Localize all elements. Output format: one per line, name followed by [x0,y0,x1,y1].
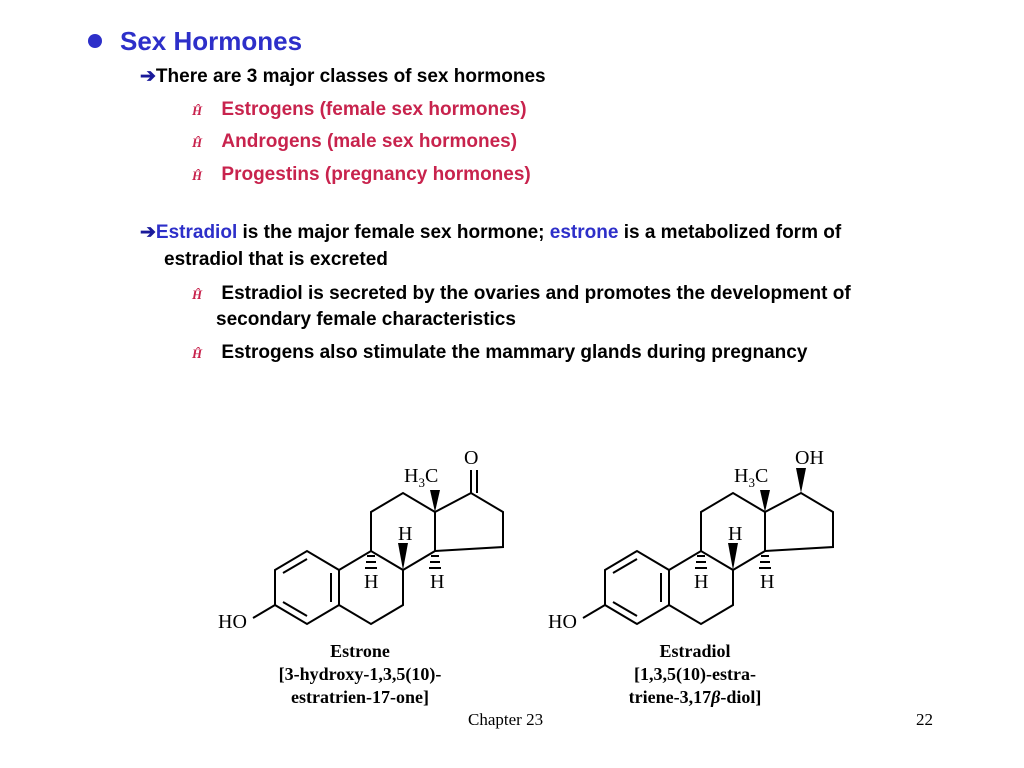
arrow-right-icon: ➔ [140,222,156,243]
item-estrogens: Estrogens (female sex hormones) [221,99,527,120]
estrone-methyl-label: $H_3C$ [404,465,439,490]
estradiol-iupac-part: -diol] [720,687,762,707]
estrone-h-label: H [430,571,445,593]
estrone-name: Estrone [330,641,390,661]
estradiol-iupac-line-1: [1,3,5(10)-estra- [634,664,756,684]
estradiol-iupac-part: triene-3,17 [628,687,712,707]
h-bullet-icon: Ĥ [192,168,203,183]
estradiol-ho-label: HO [548,611,577,633]
estradiol-h-label: H [760,571,775,593]
estradiol-methyl-label: $H_3C$ [734,465,769,490]
estradiol-structure [583,493,833,624]
estrone-h-label: H [364,571,379,593]
item-ovaries: Estradiol is secreted by the ovaries and promotes the development of [221,283,851,304]
estrone-ho-label: HO [218,611,247,633]
estradiol-caption [585,640,805,709]
h-bullet-icon: Ĥ [192,287,203,302]
footer-chapter: Chapter 23 [468,710,544,729]
estrone-caption [250,640,470,709]
footer-page-number: 22 [916,710,933,729]
estrone-structure [253,470,503,624]
estradiol-name: Estradiol [659,641,731,661]
estrone-iupac-line-2: estratrien-17-one] [291,687,429,707]
estrone-oxo-label: O [464,447,479,469]
point-2-line-2: estradiol that is excreted [164,249,388,270]
estradiol-oh-label: OH [795,447,824,469]
item-ovaries-cont: secondary female characteristics [216,309,516,330]
h-bullet-icon: Ĥ [192,135,203,150]
estradiol-h-label: H [694,571,709,593]
estrone-iupac-line-1: [3-hydroxy-1,3,5(10)- [278,664,442,684]
h-bullet-icon: Ĥ [192,103,203,118]
slide-title: Sex Hormones [120,26,303,56]
point-1-text: There are 3 major classes of sex hormones [155,66,546,87]
h-bullet-icon: Ĥ [192,346,203,361]
item-progestins: Progestins (pregnancy hormones) [221,164,531,185]
arrow-right-icon: ➔ [140,66,156,87]
item-mammary: Estrogens also stimulate the mammary glands during pregnancy [221,342,808,363]
term-estradiol: Estradiol [155,222,238,243]
estradiol-iupac-line-2 [585,686,805,709]
point-2-text-2: is a metabolized form of [618,222,842,243]
term-estrone: estrone [549,222,619,243]
point-2-text-1: is the major female sex hormone; [237,222,550,243]
item-androgens: Androgens (male sex hormones) [221,131,518,152]
estrone-h-label: H [398,523,413,545]
estradiol-h-label: H [728,523,743,545]
beta-symbol: β [711,687,721,707]
